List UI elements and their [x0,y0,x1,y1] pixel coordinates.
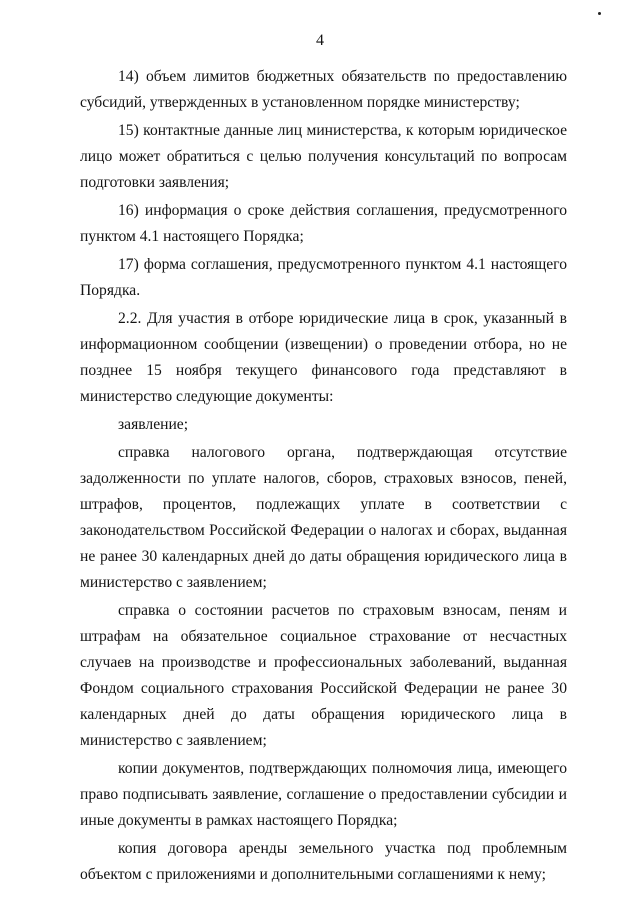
paragraph-item-15: 15) контактные данные лиц министерства, к которым юридическое лицо может обратиться с целью получения консультаций по вопросам подготовки заявления; [80,122,567,191]
paragraph-authority-copies: копии документов, подтверждающих полномочия лица, имеющего право подписывать заявление, соглашение о предоставлении субсидии и иные документы в рамках настоящего Порядка; [80,760,567,829]
paragraph-insurance-certificate: справка о состоянии расчетов по страховым взносам, пеням и штрафам на обязательное социальное страхование от несчастных случаев на производстве и профессиональных заболеваний, выданная Фондом социального страхования Российской Федерации не ранее 30 календарных дней до даты обращения юридического лица в министерство с заявлением; [80,602,567,749]
paragraph-item-14: 14) объем лимитов бюджетных обязательств по предоставлению субсидий, утвержденных в установленном порядке министерству; [80,68,567,111]
page-number: 4 [316,32,324,49]
scan-speck [598,12,601,15]
paragraph-item-16: 16) информация о сроке действия соглашения, предусмотренного пунктом 4.1 настоящего Порядка; [80,202,567,245]
document-body [80,64,567,888]
paragraph-application: заявление; [118,416,189,433]
paragraph-item-17: 17) форма соглашения, предусмотренного пунктом 4.1 настоящего Порядка. [80,256,567,299]
paragraph-tax-certificate: справка налогового органа, подтверждающая отсутствие задолженности по уплате налогов, сборов, страховых взносов, пеней, штрафов, процентов, подлежащих уплате в соответствии с законодательством Российской Федерации о налогах и сборах, выданная не ранее 30 календарных дней до даты обращения юридического лица в министерство с заявлением; [80,444,567,591]
paragraph-section-2-2: 2.2. Для участия в отборе юридические лица в срок, указанный в информационном сообщении (извещении) о проведении отбора, но не позднее 15 ноября текущего финансового года представляют в министерство следующие документы: [80,310,567,405]
paragraph-lease-copy: копия договора аренды земельного участка под проблемным объектом с приложениями и дополнительными соглашениями к нему; [80,840,567,883]
